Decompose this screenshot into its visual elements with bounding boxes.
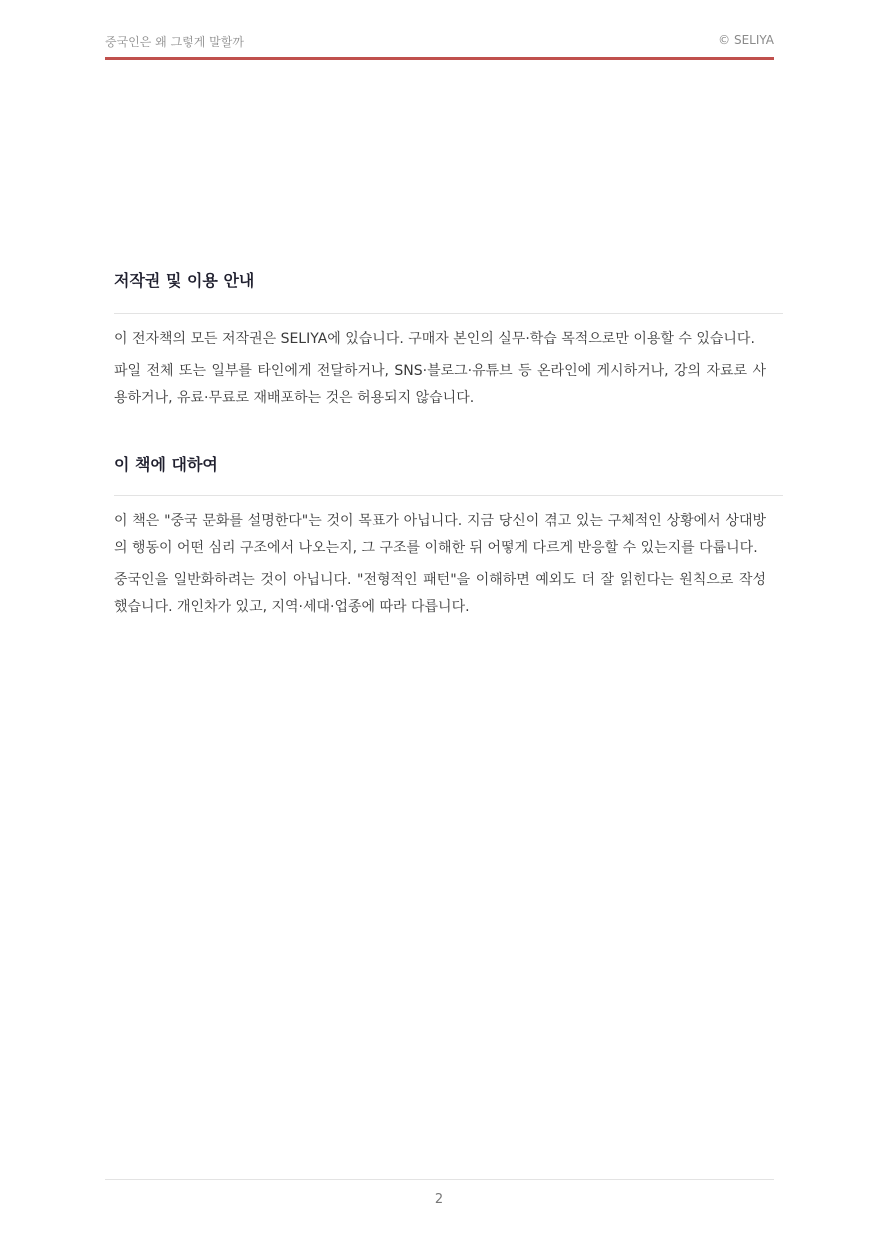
paragraph-copyright-1: 이 전자책의 모든 저작권은 SELIYA에 있습니다. 구매자 본인의 실무·학습 목적으로만 이용할 수 있습니다. [114,331,755,347]
section-title-about: 이 책에 대하여 [114,455,218,474]
paragraph-about-2: 중국인을 일반화하려는 것이 아닙니다. "전형적인 패턴"을 이해하면 예외도 더 잘 읽힌다는 원칙으로 작성했습니다. 개인차가 있고, 지역·세대·업종에 따라 다릅니다. [114,572,766,615]
running-header [105,33,774,51]
section-divider-about [114,495,783,496]
page-number: 2 [434,1192,444,1207]
header-rule [105,57,774,60]
footer-rule [105,1179,774,1180]
section-title-copyright: 저작권 및 이용 안내 [114,271,255,290]
paragraph-copyright-2: 파일 전체 또는 일부를 타인에게 전달하거나, SNS·블로그·유튜브 등 온라인에 게시하거나, 강의 자료로 사용하거나, 유료·무료로 재배포하는 것은 허용되지 않습니다. [114,363,766,406]
book-title: 중국인은 왜 그렇게 말할까 [105,35,244,49]
copyright-notice: © SELIYA [718,33,774,47]
paragraph-about-1: 이 책은 "중국 문화를 설명한다"는 것이 목표가 아닙니다. 지금 당신이 겪고 있는 구체적인 상황에서 상대방의 행동이 어떤 심리 구조에서 나오는지, 그 구조를 이해한 뒤 어떻게 다르게 반응할 수 있는지를 다룹니다. [114,513,766,556]
section-divider-copyright [114,313,783,314]
